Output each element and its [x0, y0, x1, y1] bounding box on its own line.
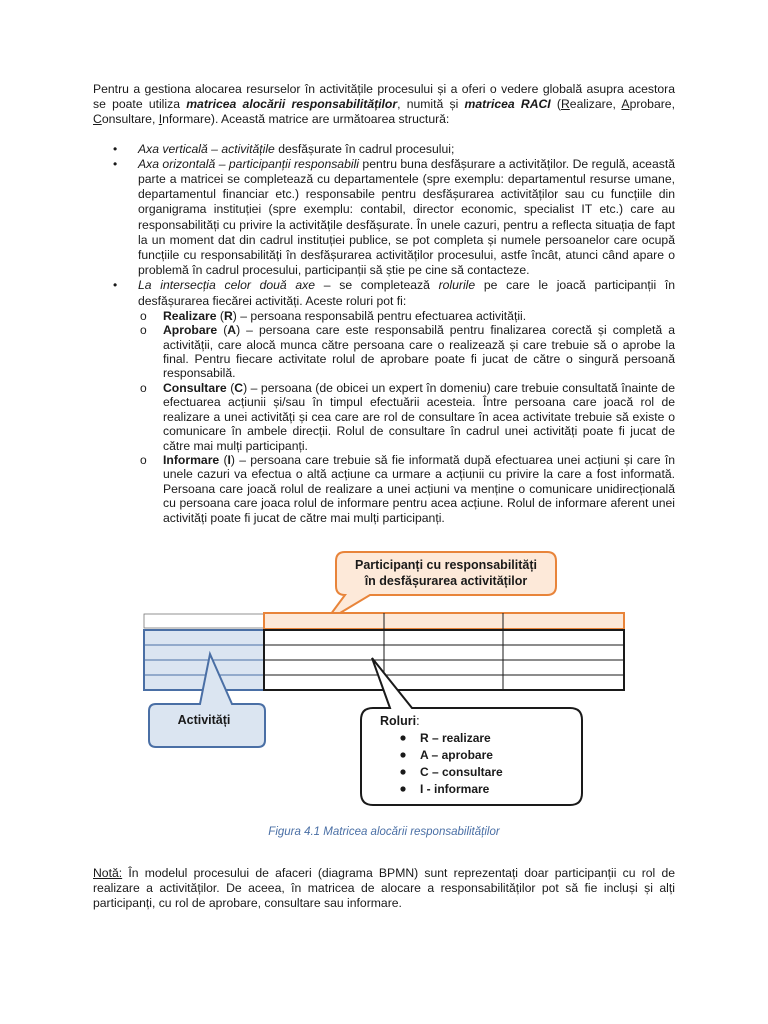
role-r-label: R – realizare: [420, 731, 491, 745]
role-description: – persoana care este responsabilă pentru finalizarea corectă și completă a activității, care alocă munca către persoana care o realizează și care trebuie să o aprobe la final. Pentru fiecare activitate rolul de aprobare poate fi jucat de către o singură persoană responsabilă.: [163, 323, 675, 381]
list-item: [93, 278, 675, 525]
list-item: [93, 142, 675, 157]
page-body: [93, 82, 675, 525]
intersection-text-2: pe care le joacă participanții în desfășurarea fiecărei activități. Aceste roluri pot fi:: [138, 278, 676, 308]
role-i-label: I - informare: [420, 782, 490, 796]
intro-text-2: , numită și: [397, 97, 465, 112]
note-label: Notă:: [93, 866, 123, 880]
raci-letter-i: I: [158, 112, 163, 127]
raci-word-r: ealizare,: [569, 97, 622, 112]
term-matrice-alocarii: matricea alocării responsabilităților: [186, 97, 398, 112]
matrix-header-row: [264, 613, 624, 629]
raci-figure: [0, 540, 768, 840]
role-description: – persoana responsabilă pentru efectuarea activității.: [236, 308, 527, 323]
role-item: o Informare (I) – persoana care trebuie să fie informată după efectuarea unei acțiuni și care în unele cazuri va efectua o altă acțiune ca urmare a acțiunii cu privire la care a fost informată. Persoana care joacă rolul de realizare a unei acțiuni va menține o comunicare unidirecțională cu persoana care joaca rolul de informare pentru acea acțiune. Rolul de informare aferent unei activități poate fi jucat de către mai mulți participanți.: [138, 453, 675, 525]
raci-word-i: nformare). Această matrice are următoarea structură:: [162, 112, 450, 127]
axis-vertical-term: Axa verticală – activitățile: [138, 141, 275, 156]
roles-bullet: [400, 752, 405, 757]
participants-label-2: în desfășurarea activităților: [364, 574, 528, 588]
term-raci: matricea RACI: [464, 97, 551, 112]
axis-horizontal-term: Axa orizontală – participanții responsabili: [138, 156, 359, 171]
role-letter: C: [234, 380, 244, 395]
matrix-corner-cell: [144, 614, 264, 628]
structure-list: [93, 142, 675, 525]
raci-diagram: [0, 540, 768, 840]
note-text: În modelul procesului de afaceri (diagrama BPMN) sunt reprezentați doar participanții cu rol de realizare a activităților. De aceea, în matricea de alocare a responsabilităților pot să fie incluși și alți participanți, cu rol de aprobare, consultare sau informare.: [93, 866, 675, 911]
role-description: – persoana care trebuie să fie informată după efectuarea unei acțiuni și care în unele cazuri va efectua o altă acțiune ca urmare a acțiunii cu privire la care a fost informată. Persoana care joacă rolul de realizare a unei acțiuni va menține o comunicare unidirecțională cu persoana care joaca rolul de informare pentru acea acțiune. Rolul de informare aferent unei activități poate fi jucat de către mai mulți participanți.: [163, 452, 675, 525]
note-paragraph: [93, 866, 675, 912]
role-name: Aprobare: [163, 323, 218, 338]
roles-title-colon: :: [416, 714, 420, 728]
roles-bullet: [400, 769, 405, 774]
figure-caption: Figura 4.1 Matricea alocării responsabilităților: [268, 826, 500, 838]
intro-text: Pentru a gestiona alocarea resurselor în activitățile procesului și a oferi o vedere globală asupra acestora se poate utiliza: [93, 82, 675, 112]
role-a-label: A – aprobare: [420, 748, 493, 762]
role-letter: A: [227, 323, 237, 338]
role-item: o Consultare (C) – persoana (de obicei un expert în domeniu) care trebuie consultată înainte de efectuarea acțiunii și/sau în timpul efectuării acesteia. Între persoana care joacă rol de realizare a unei activități și cea care are rol de consultare în acea activitate trebuie să existe o comunicare în ambele direcții. Rolul de consultare în cadrul unei activități poate fi jucat de către mai mulți participanți.: [138, 381, 675, 453]
role-letter: R: [223, 308, 233, 323]
list-item: [93, 157, 675, 279]
roles-term: rolurile: [438, 278, 476, 293]
axis-horizontal-text: pentru buna desfășurare a activităților. De regulă, această parte a matricei se completează cu departamentele (spre exemplu: departamentul resurse umane, departamentul financiar etc.) responsabile pentru desfășurarea activităților sau cu funcțiile din organigrama instituției (spre exemplu: contabil, director economic, specialist IT etc.) care au responsabilități cu privire la activitățile desfășurate. În unele cazuri, pentru a reflecta situația de fapt la un moment dat din cadrul instituției publice, se pot completa și numele persoanelor care ocupă funcțiile cu responsabilități în desfășurarea activităților procesului, astfe încât, atunci când apare o problemă în cadrul procesului, participanții să știe pe cine să contacteze.: [138, 156, 675, 278]
intersection-text: – se completează: [315, 278, 439, 293]
roles-title: Roluri: [380, 714, 417, 728]
activities-label: Activități: [177, 713, 231, 727]
intro-paren: (: [550, 97, 561, 112]
role-c-label: C – consultare: [420, 765, 503, 779]
role-item: o Realizare (R) – persoana responsabilă pentru efectuarea activității.: [138, 309, 675, 323]
roles-bullet: [400, 786, 405, 791]
intersection-term: La intersecția celor două axe: [138, 278, 316, 293]
roles-title-line: [380, 714, 420, 728]
role-description: – persoana (de obicei un expert în domeniu) care trebuie consultată înainte de efectuarea acțiunii și/sau în timpul efectuării acesteia. Între persoana care joacă rol de realizare a unei activități și cea care are rol de consultare în acea activitate trebuie să existe o comunicare în ambele direcții. Rolul de consultare în cadrul unei activități poate fi jucat de către mai mulți participanți.: [163, 380, 675, 453]
roles-list: [138, 309, 675, 525]
raci-letter-r: R: [560, 97, 570, 112]
intro-paragraph: [93, 82, 675, 128]
raci-word-c: onsultare,: [101, 112, 159, 127]
participants-label-1: Participanți cu responsabilități: [355, 558, 537, 572]
role-letter: I: [227, 452, 231, 467]
axis-vertical-text: desfășurate în cadrul procesului;: [274, 141, 455, 156]
role-name: Realizare: [163, 308, 217, 323]
roles-bullet: [400, 735, 405, 740]
raci-word-a: probare,: [629, 97, 675, 112]
raci-letter-a: A: [621, 97, 630, 112]
raci-letter-c: C: [93, 112, 102, 127]
role-name: Informare: [163, 452, 220, 467]
role-item: o Aprobare (A) – persoana care este responsabilă pentru finalizarea corectă și completă a activității, care alocă munca către persoana care o realizează și care trebuie să o aprobe la final. Pentru fiecare activitate rolul de aprobare poate fi jucat de către o singură persoană responsabilă.: [138, 323, 675, 381]
role-name: Consultare: [163, 380, 227, 395]
